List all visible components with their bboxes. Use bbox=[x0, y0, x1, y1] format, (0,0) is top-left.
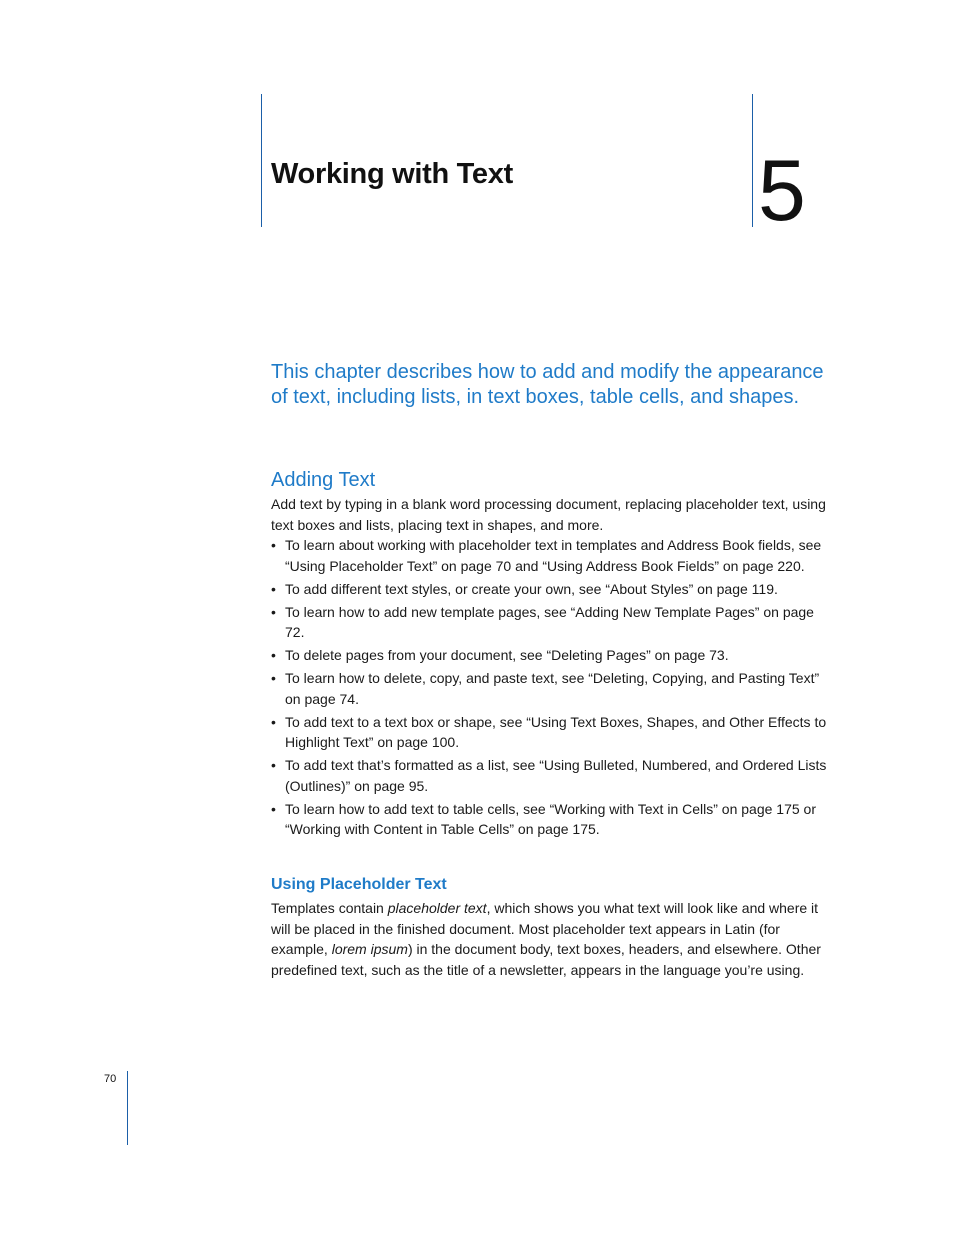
bullet-icon: • bbox=[271, 713, 276, 730]
placeholder-paragraph bbox=[271, 898, 831, 980]
list-item-text: To learn how to delete, copy, and paste text, see “Deleting, Copying, and Pasting Text” on page 74. bbox=[285, 670, 820, 707]
list-item-text: To add text that’s formatted as a list, see “Using Bulleted, Numbered, and Ordered Lists (Outlines)” on page 95. bbox=[285, 757, 827, 794]
chapter-title: Working with Text bbox=[271, 158, 513, 190]
list-item-text: To add different text styles, or create your own, see “About Styles” on page 119. bbox=[285, 580, 778, 597]
section-heading-using-placeholder-text: Using Placeholder Text bbox=[271, 876, 447, 893]
bullet-icon: • bbox=[271, 670, 276, 686]
section-heading-adding-text: Adding Text bbox=[271, 469, 376, 491]
placeholder-term: placeholder text bbox=[387, 900, 487, 916]
bullet-icon: • bbox=[271, 800, 276, 817]
placeholder-paragraph-part: Templates contain bbox=[271, 900, 388, 916]
list-item bbox=[271, 712, 831, 753]
list-item-text: To delete pages from your document, see “Deleting Pages” on page 73. bbox=[285, 647, 729, 663]
bullet-icon: • bbox=[271, 580, 276, 597]
chapter-intro: This chapter describes how to add and modify the appearance of text, including lists, in text boxes, table cells, and shapes. bbox=[271, 361, 824, 408]
chapter-number-rule bbox=[752, 94, 753, 227]
chapter-title-rule bbox=[261, 94, 262, 227]
placeholder-paragraph-part: , which shows you what text will look like and where it will be placed in the finished document. Most placeholder text appears in Latin (for example, bbox=[271, 900, 819, 957]
bullet-icon: • bbox=[271, 757, 276, 773]
list-item bbox=[271, 668, 831, 709]
list-item-text: To learn how to add new template pages, see “Adding New Template Pages” on page 72. bbox=[285, 603, 814, 640]
list-item-text: To learn how to add text to table cells, see “Working with Text in Cells” on page 175 or “Working with Content in Table Cells” on page 175. bbox=[285, 800, 816, 837]
lorem-ipsum-term: lorem ipsum bbox=[331, 941, 408, 957]
bullet-icon: • bbox=[271, 603, 276, 620]
placeholder-paragraph-part: ) in the document body, text boxes, headers, and elsewhere. Other predefined text, such as the title of a newsletter, appears in the language you’re using. bbox=[271, 941, 821, 978]
list-item-text: To add text to a text box or shape, see “Using Text Boxes, Shapes, and Other Effects to Highlight Text” on page 100. bbox=[285, 713, 827, 750]
list-item bbox=[271, 799, 831, 840]
bullet-icon: • bbox=[271, 647, 276, 663]
list-item bbox=[271, 755, 831, 796]
page-number-rule bbox=[127, 1071, 128, 1145]
list-item-text: To learn about working with placeholder text in templates and Address Book fields, see “Using Placeholder Text” on page 70 and “Using Address Book Fields” on page 220. bbox=[285, 537, 822, 574]
list-item bbox=[271, 645, 831, 666]
list-item bbox=[271, 602, 831, 643]
list-item bbox=[271, 579, 831, 600]
adding-text-paragraph: Add text by typing in a blank word processing document, replacing placeholder text, using text boxes and lists, placing text in shapes, and more. bbox=[271, 496, 826, 533]
list-item bbox=[271, 535, 831, 576]
adding-text-bullet-list bbox=[271, 535, 831, 842]
page-number: 70 bbox=[104, 1073, 117, 1085]
chapter-number: 5 bbox=[758, 143, 806, 239]
bullet-icon: • bbox=[271, 537, 276, 553]
